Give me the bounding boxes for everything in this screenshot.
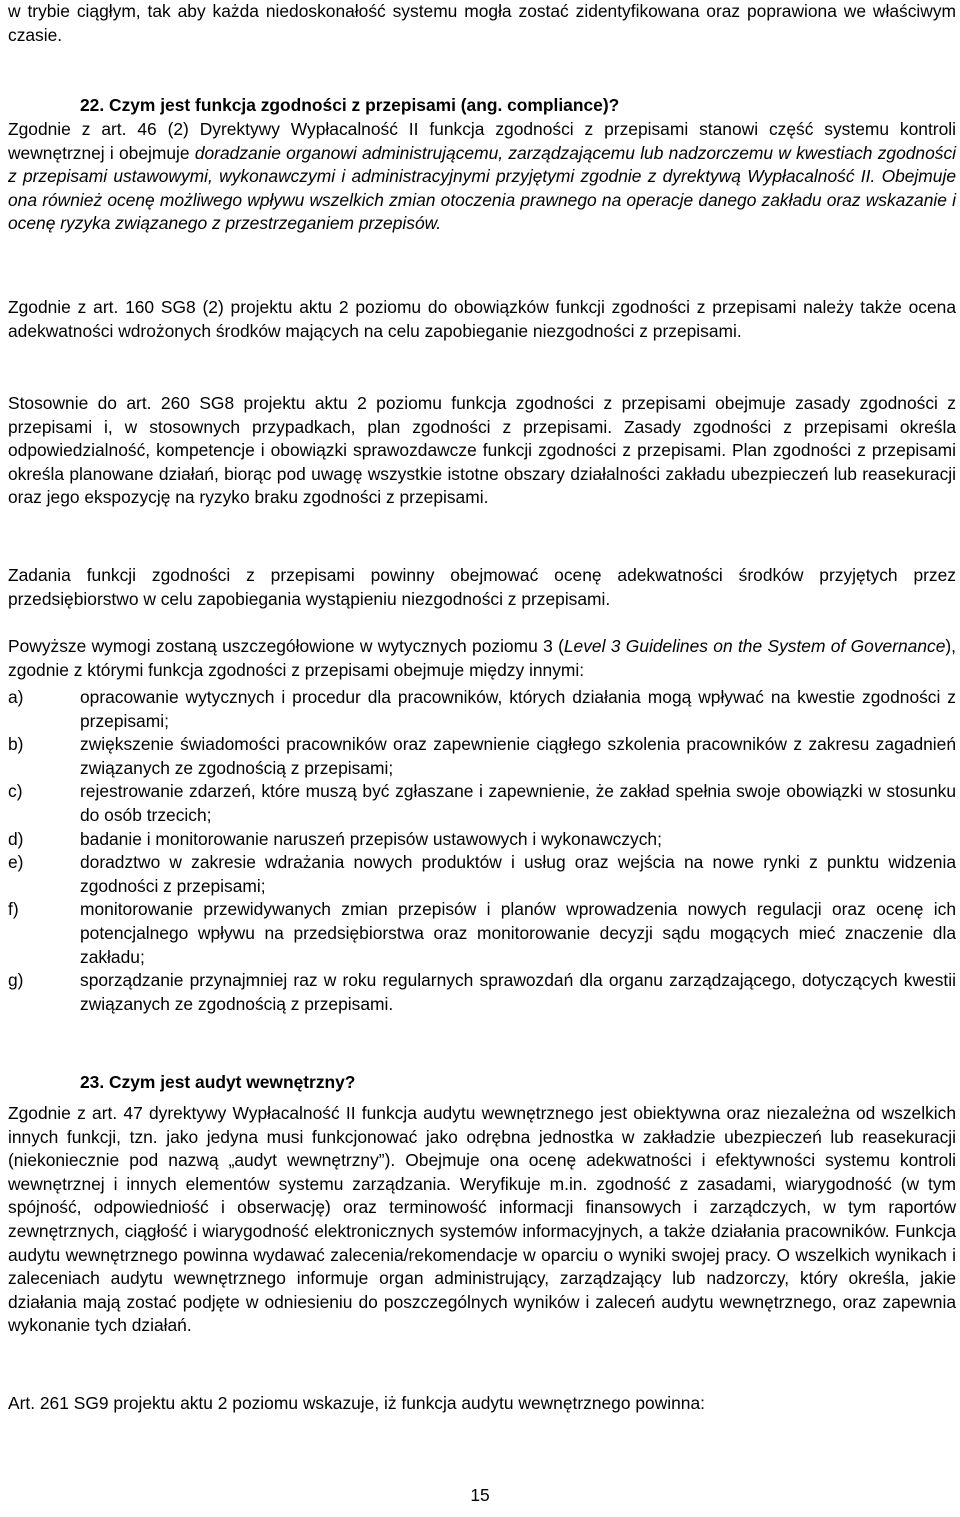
compliance-list [8,686,956,1016]
list-item [8,733,956,780]
list-item-label: f) [8,899,19,920]
list-item [8,686,956,733]
list-item [8,851,956,898]
list-item-label: c) [8,781,23,802]
list-item-text: badanie i monitorowanie naruszeń przepisów ustawowych i wykonawczych; [80,828,662,849]
list-item [8,780,956,827]
page-number: 15 [470,1485,490,1505]
paragraph-level3: Powyższe wymogi zostaną uszczegółowione w wytycznych poziomu 3 (Level 3 Guidelines on the System of Governance), zgodnie z którymi funkcja zgodności z przepisami obejmuje między innymi: [8,636,956,680]
paragraph-art-261: Art. 261 SG9 projektu aktu 2 poziomu wskazuje, iż funkcja audytu wewnętrznego powinna: [8,1393,705,1413]
paragraph-art-160: Zgodnie z art. 160 SG8 (2) projektu aktu 2 poziomu do obowiązków funkcji zgodności z przepisami należy także ocena adekwatności wdrożonych środków mających na celu zapobieganie niezgodności z przepisami. [8,297,956,341]
list-item-label: a) [8,687,24,707]
list-item-label: b) [8,734,24,755]
list-item-label: e) [8,852,24,873]
intro-paragraph: w trybie ciągłym, tak aby każda niedoskonałość systemu mogła zostać zidentyfikowana oraz poprawiona we właściwym czasie. [8,1,956,45]
list-item-text: opracowanie wytycznych i procedur dla pracowników, których działania mogą wpływać na kwestie zgodności z przepisami; [80,687,956,731]
list-item-text: zwiększenie świadomości pracowników oraz zapewnienie ciągłego szkolenia pracowników z zakresu zagadnień związanych ze zgodnością z przepisami; [80,734,956,778]
list-item-text: rejestrowanie zdarzeń, które muszą być zgłaszane i zapewnienie, że zakład spełnia swoje obowiązki w stosunku do osób trzecich; [80,781,956,825]
list-item [8,969,956,1016]
list-item [8,828,956,852]
paragraph-art-47: Zgodnie z art. 47 dyrektywy Wypłacalność II funkcja audytu wewnętrznego jest obiektywna oraz niezależna od wszelkich innych funkcji, tzn. jako jedyna musi funkcjonować jako odrębna jednostka w zakładzie ubezpieczeń lub reasekuracji (niekoniecznie pod nazwą „audyt wewnętrzny”). Obejmuje ona ocenę adekwatności i efektywności systemu kontroli wewnętrznej i innych elementów systemu zarządzania. Weryfikuje m.in. zgodność z zasadami, wiarygodność (w tym spójność, odpowiedniość i obserwację) oraz terminowość informacji finansowych i zarządczych, w tym raportów zewnętrznych, ciągłość i wiarygodność elektronicznych systemów informacyjnych, a także działania pracowników. Funkcja audytu wewnętrznego powinna wydawać zalecenia/rekomendacje w oparciu o wyniki swojej pracy. O wszelkich wynikach i zaleceniach audytu wewnętrznego informuje organ administrujący, zarządzający lub nadzorczy, który określa, jakie działania mają zostać podjęte w odniesieniu do poszczególnych wyników i zaleceń audytu wewnętrznego, oraz zapewnia wykonanie tych działań. [8,1103,956,1336]
paragraph-tasks: Zadania funkcji zgodności z przepisami powinny obejmować ocenę adekwatności środków przyjętych przez przedsiębiorstwo w celu zapobiegania wystąpieniu niezgodności z przepisami. [8,565,956,609]
paragraph-art-260: Stosownie do art. 260 SG8 projektu aktu 2 poziomu funkcja zgodności z przepisami obejmuje zasady zgodności z przepisami i, w stosownych przypadkach, plan zgodności z przepisami. Zasady zgodności z przepisami określa odpowiedzialność, kompetencje i obowiązki sprawozdawcze funkcji zgodności z przepisami. Plan zgodności z przepisami określa planowane działań, biorąc pod uwagę wszystkie istotne obszary działalności zakładu ubezpieczeń lub reasekuracji oraz jego ekspozycję na ryzyko braku zgodności z przepisami. [8,393,956,508]
paragraph-art-46: Zgodnie z art. 46 (2) Dyrektywy Wypłacalność II funkcja zgodności z przepisami stanowi część systemu kontroli wewnętrznej i obejmuje doradzanie organowi administrującemu, zarządzającemu lub nadzorczemu w kwestiach zgodności z przepisami ustawowymi, wykonawczymi i administracyjnymi przyjętymi zgodnie z dyrektywą Wypłacalność II. Obejmuje ona również ocenę możliwego wpływu wszelkich zmian otoczenia prawnego na operacje danego zakładu oraz wskazanie i ocenę ryzyka związanego z przestrzeganiem przepisów. [8,119,957,234]
list-item-text: sporządzanie przynajmniej raz w roku regularnych sprawozdań dla organu zarządzającego, dotyczących kwestii związanych ze zgodnością z przepisami. [80,970,956,1014]
list-item-label: g) [8,970,24,991]
list-item-text: doradztwo w zakresie wdrażania nowych produktów i usług oraz wejścia na nowe rynki z punktu widzenia zgodności z przepisami; [80,852,956,896]
list-item [8,898,956,969]
list-item-label: d) [8,828,24,849]
section-heading-23: 23. Czym jest audyt wewnętrzny? [80,1072,356,1092]
section-heading-22: 22. Czym jest funkcja zgodności z przepisami (ang. compliance)? [80,95,620,115]
list-item-text: monitorowanie przewidywanych zmian przepisów i planów wprowadzenia nowych regulacji oraz ocenę ich potencjalnego wpływu na przedsiębiorstwa oraz monitorowanie decyzji sądu mogących mieć znaczenie dla zakładu; [80,899,956,967]
